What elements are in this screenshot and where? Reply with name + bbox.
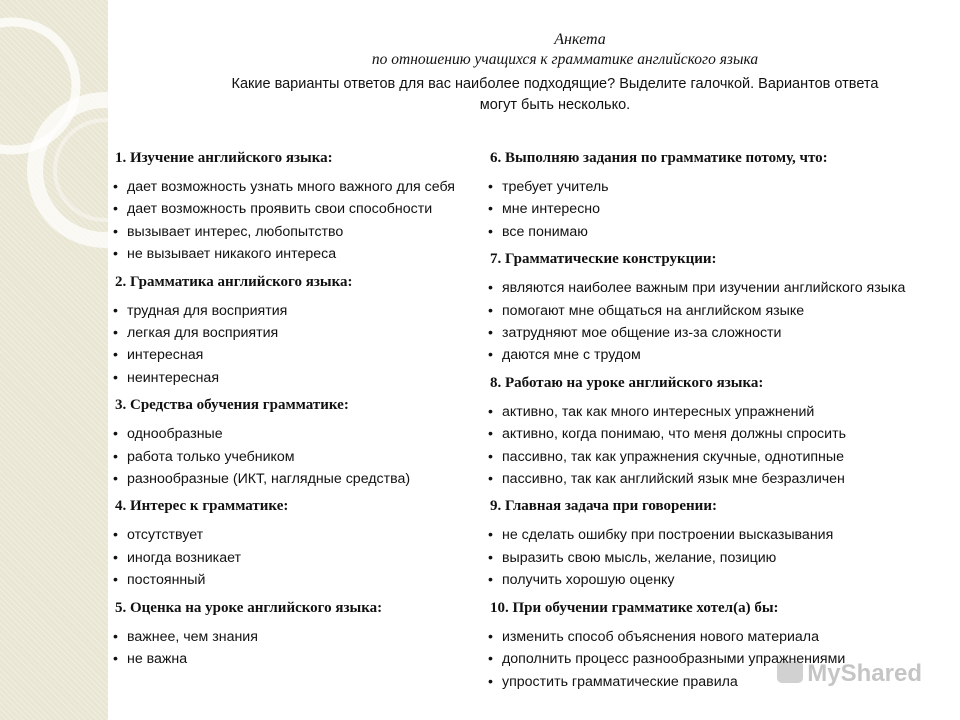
bullet-icon: • [113, 448, 118, 465]
question-block [113, 148, 483, 266]
answer-option-label: неинтересная [127, 369, 219, 386]
bullet-icon: • [113, 201, 118, 218]
question-title: 2. Грамматика английского языка: [115, 273, 353, 290]
answer-option[interactable] [113, 423, 483, 445]
question-block [488, 148, 950, 243]
questionnaire-header [150, 30, 960, 116]
question-block [113, 598, 483, 671]
instructions-line-2: могут быть несколько. [479, 97, 631, 113]
answer-option[interactable] [113, 243, 483, 265]
bullet-icon: • [488, 549, 493, 566]
question-title: 10. При обучении грамматике хотел(а) бы: [490, 599, 779, 616]
answer-option[interactable] [488, 401, 950, 423]
watermark-text: MyShared [807, 660, 922, 687]
bullet-icon: • [488, 628, 493, 645]
answer-option-label: помогают мне общаться на английском языке [502, 302, 805, 319]
question-block [488, 373, 950, 491]
answer-option-label: мне интересно [502, 201, 601, 218]
bullet-icon: • [488, 201, 493, 218]
answer-option-label: даются мне с трудом [502, 347, 641, 364]
bullet-icon: • [488, 179, 493, 195]
bullet-icon: • [488, 651, 493, 668]
bullet-icon: • [113, 347, 118, 364]
answer-option[interactable] [113, 344, 483, 366]
question-block [113, 496, 483, 591]
bullet-icon: • [113, 325, 118, 342]
answer-option[interactable] [113, 547, 483, 569]
answer-option-label: не вызывает никакого интереса [127, 246, 337, 263]
answer-option[interactable] [488, 524, 950, 546]
answer-option-label: затрудняют мое общение из-за сложности [502, 325, 782, 342]
answer-option-label: активно, так как много интересных упражнений [502, 403, 815, 420]
answer-option[interactable] [488, 221, 950, 243]
answer-option-label: упростить грамматические правила [502, 673, 738, 690]
question-title: 7. Грамматические конструкции: [490, 251, 717, 268]
bullet-icon: • [113, 369, 118, 386]
answer-option[interactable] [488, 569, 950, 591]
question-title: 4. Интерес к грамматике: [115, 498, 289, 515]
watermark [777, 660, 922, 688]
bullet-icon: • [488, 426, 493, 443]
answer-option[interactable] [113, 569, 483, 591]
bullet-icon: • [488, 325, 493, 342]
answer-option[interactable] [113, 524, 483, 546]
answer-option-label: выразить свою мысль, желание, позицию [502, 549, 777, 566]
question-title: 6. Выполняю задания по грамматике потому, что: [490, 150, 828, 166]
bullet-icon: • [113, 426, 118, 443]
bullet-icon: • [488, 673, 493, 690]
answer-option[interactable] [488, 277, 950, 299]
answer-option-label: отсутствует [127, 527, 204, 544]
bullet-icon: • [113, 527, 118, 544]
answer-option[interactable] [488, 300, 950, 322]
bullet-icon: • [488, 471, 493, 488]
decorative-circles [0, 0, 108, 720]
answer-option[interactable] [488, 626, 950, 648]
answer-option-label: интересная [127, 347, 204, 364]
bullet-icon: • [113, 246, 118, 263]
answer-option-label: важнее, чем знания [127, 628, 258, 645]
question-block [488, 249, 950, 367]
answer-option-label: получить хорошую оценку [502, 572, 675, 589]
answer-option-label: иногда возникает [127, 549, 241, 566]
answer-option[interactable] [488, 468, 950, 490]
bullet-icon: • [488, 448, 493, 465]
answer-option-label: дает возможность проявить свои способности [127, 201, 433, 218]
page-title: Анкета [554, 31, 606, 48]
decorative-circle-inner [55, 120, 108, 220]
answer-option-label: являются наиболее важным при изучении английского языка [502, 280, 906, 297]
answer-option[interactable] [488, 446, 950, 468]
question-title: 8. Работаю на уроке английского языка: [490, 374, 764, 391]
watermark-logo-icon [777, 661, 803, 683]
answer-option-label: не важна [127, 651, 188, 668]
question-block [488, 496, 950, 591]
answer-option[interactable] [488, 344, 950, 366]
question-block [113, 395, 483, 490]
answer-option[interactable] [488, 322, 950, 344]
bullet-icon: • [113, 628, 118, 645]
answer-option-label: разнообразные (ИКТ, наглядные средства) [127, 471, 411, 488]
bullet-icon: • [488, 527, 493, 544]
answer-option-label: легкая для восприятия [127, 325, 279, 342]
bullet-icon: • [488, 572, 493, 589]
answer-option-label: вызывает интерес, любопытство [127, 223, 344, 240]
answer-option[interactable] [488, 198, 950, 220]
bullet-icon: • [113, 223, 118, 240]
answer-option[interactable] [113, 198, 483, 220]
bullet-icon: • [488, 223, 493, 240]
bullet-icon: • [113, 471, 118, 488]
question-title: 1. Изучение английского языка: [115, 150, 333, 166]
answer-option[interactable] [113, 300, 483, 322]
answer-option-label: активно, когда понимаю, что меня должны спросить [502, 426, 846, 443]
decorative-side-panel [0, 0, 108, 720]
answer-option[interactable] [113, 468, 483, 490]
bullet-icon: • [488, 403, 493, 420]
answer-option-label: пассивно, так как упражнения скучные, однотипные [502, 448, 844, 465]
answer-option-label: требует учитель [502, 179, 609, 195]
answer-option-label: дополнить процесс разнообразными упражнениями [502, 651, 846, 668]
answer-option-label: работа только учебником [127, 448, 295, 465]
bullet-icon: • [488, 302, 493, 319]
bullet-icon: • [488, 280, 493, 297]
answer-option-label: не сделать ошибку при построении высказывания [502, 527, 834, 544]
question-title: 5. Оценка на уроке английского языка: [115, 599, 383, 616]
answer-option[interactable] [113, 176, 483, 198]
answer-option[interactable] [488, 423, 950, 445]
instructions [150, 74, 960, 116]
answer-option[interactable] [113, 648, 483, 670]
instructions-line-1: Какие варианты ответов для вас наиболее подходящие? Выделите галочкой. Вариантов ответа [231, 76, 879, 92]
answer-option[interactable] [113, 221, 483, 243]
question-title: 9. Главная задача при говорении: [490, 498, 717, 515]
bullet-icon: • [113, 179, 118, 195]
answer-option-label: дает возможность узнать много важного для себя [127, 179, 455, 195]
answer-option[interactable] [113, 322, 483, 344]
answer-option-label: однообразные [127, 426, 223, 443]
left-question-column [113, 148, 483, 677]
answer-option-label: трудная для восприятия [127, 302, 288, 319]
bullet-icon: • [113, 572, 118, 589]
answer-option[interactable] [113, 367, 483, 389]
right-question-column [488, 148, 950, 699]
bullet-icon: • [488, 347, 493, 364]
answer-option[interactable] [113, 446, 483, 468]
question-block [113, 272, 483, 390]
answer-option[interactable] [488, 176, 950, 198]
answer-option[interactable] [113, 626, 483, 648]
answer-option-label: изменить способ объяснения нового материала [502, 628, 819, 645]
answer-option-label: пассивно, так как английский язык мне безразличен [502, 471, 845, 488]
answer-option-label: все понимаю [502, 223, 588, 240]
page-subtitle: по отношению учащихся к грамматике английского языка [371, 51, 759, 68]
question-title: 3. Средства обучения грамматике: [115, 397, 349, 414]
bullet-icon: • [113, 302, 118, 319]
bullet-icon: • [113, 549, 118, 566]
bullet-icon: • [113, 651, 118, 668]
answer-option[interactable] [488, 547, 950, 569]
answer-option-label: постоянный [127, 572, 206, 589]
